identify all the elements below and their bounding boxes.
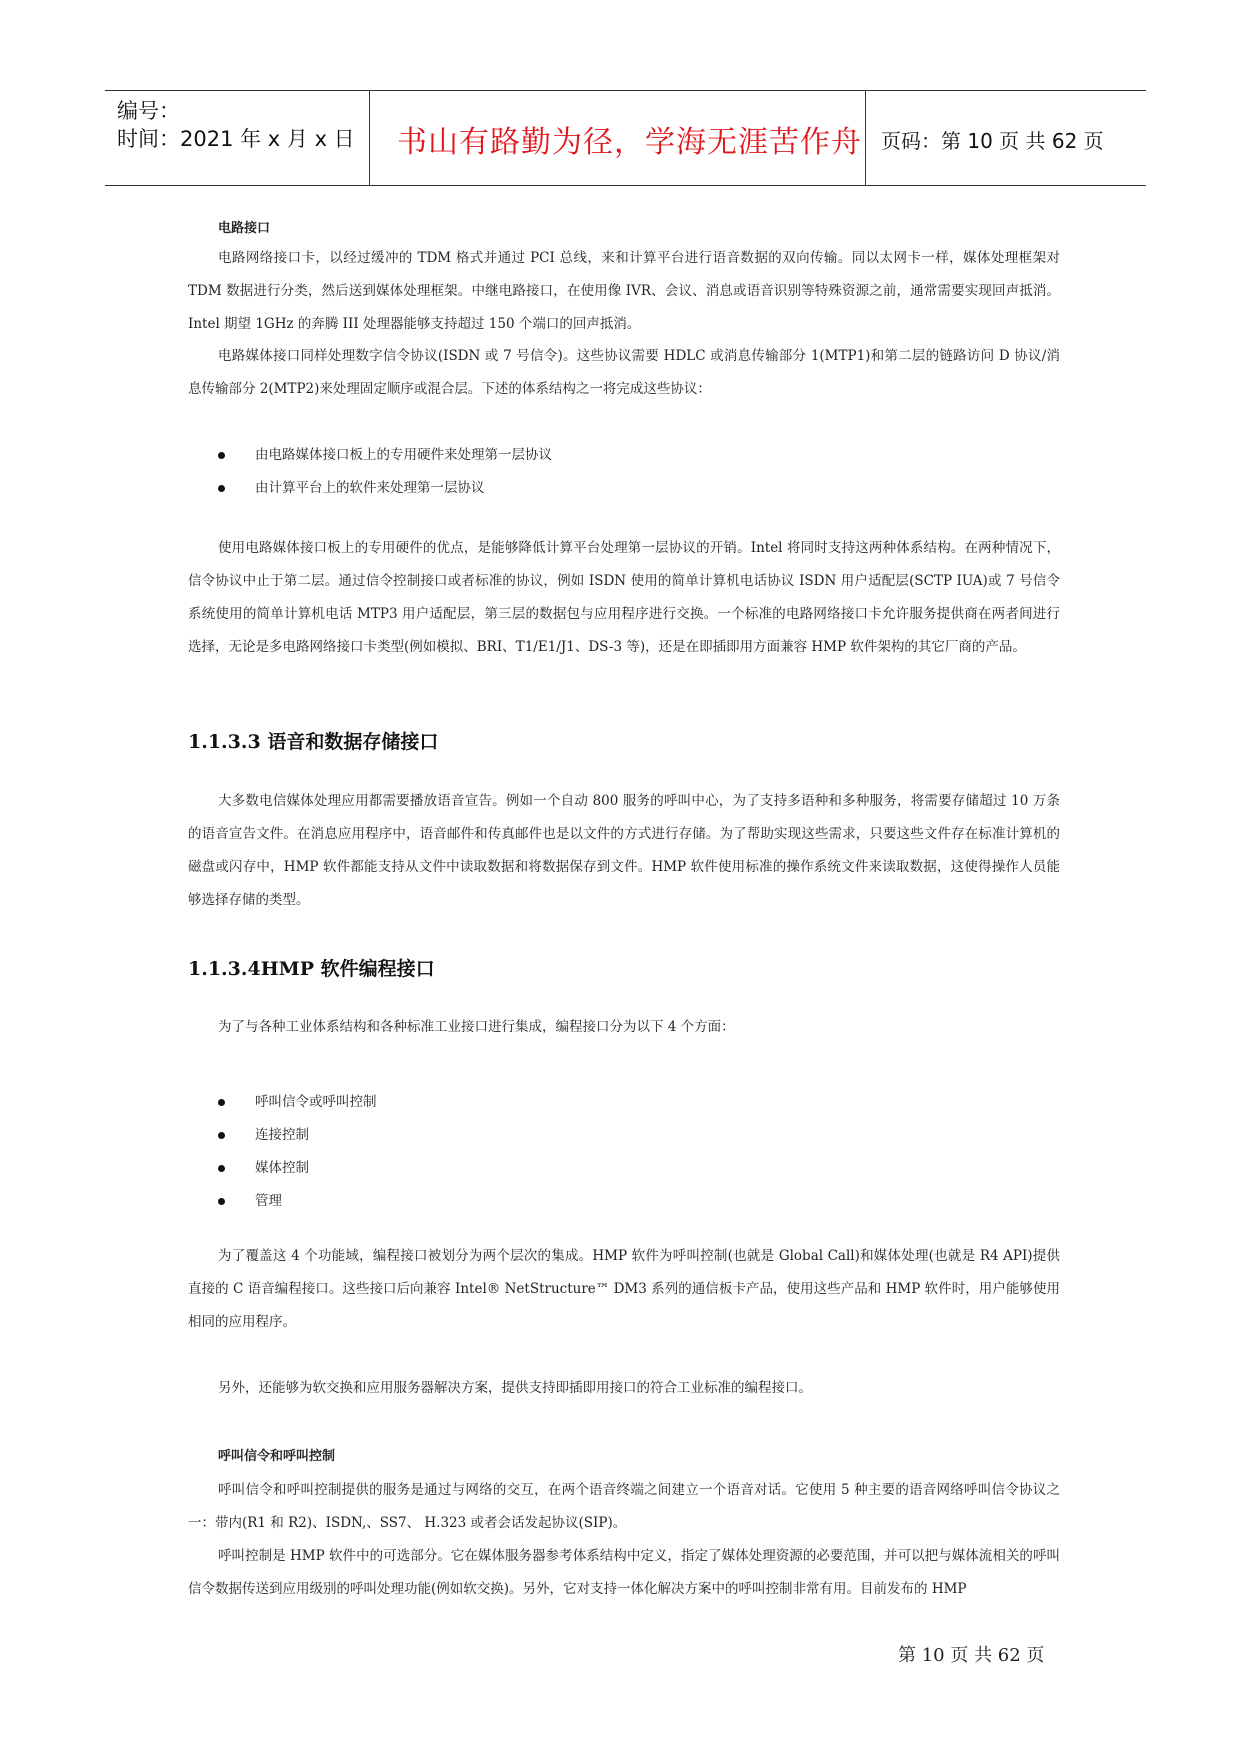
header-meta [105, 91, 370, 185]
list-item: 媒体控制 [218, 1152, 377, 1185]
header-motto-cell [371, 91, 866, 185]
section-heading: 1.1.3.3 语音和数据存储接口 [188, 731, 439, 753]
bullet-icon [218, 485, 225, 492]
list-item: 由电路媒体接口板上的专用硬件来处理第一层协议 [218, 439, 552, 472]
paragraph: 电路媒体接口同样处理数字信令协议(ISDN 或 7 号信令)。这些协议需要 HDLC 或消息传输部分 1(MTP1)和第二层的链路访问 D 协议/消息传输部分 2(MTP2)来处理固定顺序或混合层。下述的体系结构之一将完成这些协议： [188, 348, 1060, 397]
bullet-list [218, 1086, 377, 1218]
paragraph: 呼叫控制是 HMP 软件中的可选部分。它在媒体服务器参考体系结构中定义，指定了媒体处理资源的必要范围，并可以把与媒体流相关的呼叫信令数据传送到应用级别的呼叫处理功能(例如软交换)。另外，它对支持一体化解决方案中的呼叫控制非常有用。目前发布的 HMP [188, 1548, 1060, 1597]
bullet-list [218, 439, 552, 505]
page-header [105, 90, 1146, 186]
paragraph: 另外，还能够为软交换和应用服务器解决方案，提供支持即插即用接口的符合工业标准的编程接口。 [218, 1380, 812, 1396]
list-item: 由计算平台上的软件来处理第一层协议 [218, 472, 552, 505]
paragraph: 呼叫信令和呼叫控制提供的服务是通过与网络的交互，在两个语音终端之间建立一个语音对话。它使用 5 种主要的语音网络呼叫信令协议之一：带内(R1 和 R2)、ISDN,、SS7、 H.323 或者会话发起协议(SIP)。 [188, 1482, 1060, 1531]
bullet-icon [218, 452, 225, 459]
bullet-icon [218, 1165, 225, 1172]
paragraph: 电路网络接口卡，以经过缓冲的 TDM 格式并通过 PCI 总线，来和计算平台进行语音数据的双向传输。同以太网卡一样，媒体处理框架对 TDM 数据进行分类，然后送到媒体处理框架。中继电路接口，在使用像 IVR、会议、消息或语音识别等特殊资源之前，通常需要实现回声抵消。Intel 期望 1GHz 的奔腾 III 处理器能够支持超过 150 个端口的回声抵消。 [188, 250, 1060, 332]
page-footer: 第 10 页 共 62 页 [898, 1645, 1045, 1666]
bullet-icon [218, 1132, 225, 1139]
subsection-heading: 呼叫信令和呼叫控制 [218, 1449, 336, 1464]
list-item: 呼叫信令或呼叫控制 [218, 1086, 377, 1119]
subsection-heading: 电路接口 [218, 221, 271, 236]
list-item: 管理 [218, 1185, 377, 1218]
paragraph: 为了与各种工业体系结构和各种标准工业接口进行集成，编程接口分为以下 4 个方面： [218, 1019, 735, 1035]
bullet-icon [218, 1099, 225, 1106]
header-page-cell [867, 91, 1146, 185]
document-time: 时间：2021 年 x 月 x 日 [117, 127, 355, 151]
paragraph: 为了覆盖这 4 个功能域，编程接口被划分为两个层次的集成。HMP 软件为呼叫控制(也就是 Global Call)和媒体处理(也就是 R4 API)提供直接的 C 语音编程接口。这些接口后向兼容 Intel® NetStructure™ DM3 系列的通信板卡产品，使用这些产品和 HMP 软件时，用户能够使用相同的应用程序。 [188, 1248, 1060, 1330]
header-motto: 书山有路勤为径，学海无涯苦作舟 [397, 125, 862, 160]
paragraph: 大多数电信媒体处理应用都需要播放语音宣告。例如一个自动 800 服务的呼叫中心，为了支持多语种和多种服务，将需要存储超过 10 万条的语音宣告文件。在消息应用程序中，语音邮件和传真邮件也是以文件的方式进行存储。为了帮助实现这些需求，只要这些文件存在标准计算机的磁盘或闪存中，HMP 软件都能支持从文件中读取数据和将数据保存到文件。HMP 软件使用标准的操作系统文件来读取数据，这使得操作人员能够选择存储的类型。 [188, 793, 1060, 908]
bullet-icon [218, 1198, 225, 1205]
list-item: 连接控制 [218, 1119, 377, 1152]
paragraph: 使用电路媒体接口板上的专用硬件的优点，是能够降低计算平台处理第一层协议的开销。Intel 将同时支持这两种体系结构。在两种情况下，信令协议中止于第二层。通过信令控制接口或者标准的协议，例如 ISDN 使用的简单计算机电话协议 ISDN 用户适配层(SCTP IUA)或 7 号信令系统使用的简单计算机电话 MTP3 用户适配层，第三层的数据包与应用程序进行交换。一个标准的电路网络接口卡允许服务提供商在两者间进行选择，无论是多电路网络接口卡类型(例如模拟、BRI、T1/E1/J1、DS-3 等)，还是在即插即用方面兼容 HMP 软件架构的其它厂商的产品。 [188, 540, 1060, 655]
document-number: 编号： [117, 99, 180, 123]
section-heading: 1.1.3.4HMP 软件编程接口 [188, 958, 435, 980]
header-page-number: 页码：第 10 页 共 62 页 [881, 129, 1104, 153]
